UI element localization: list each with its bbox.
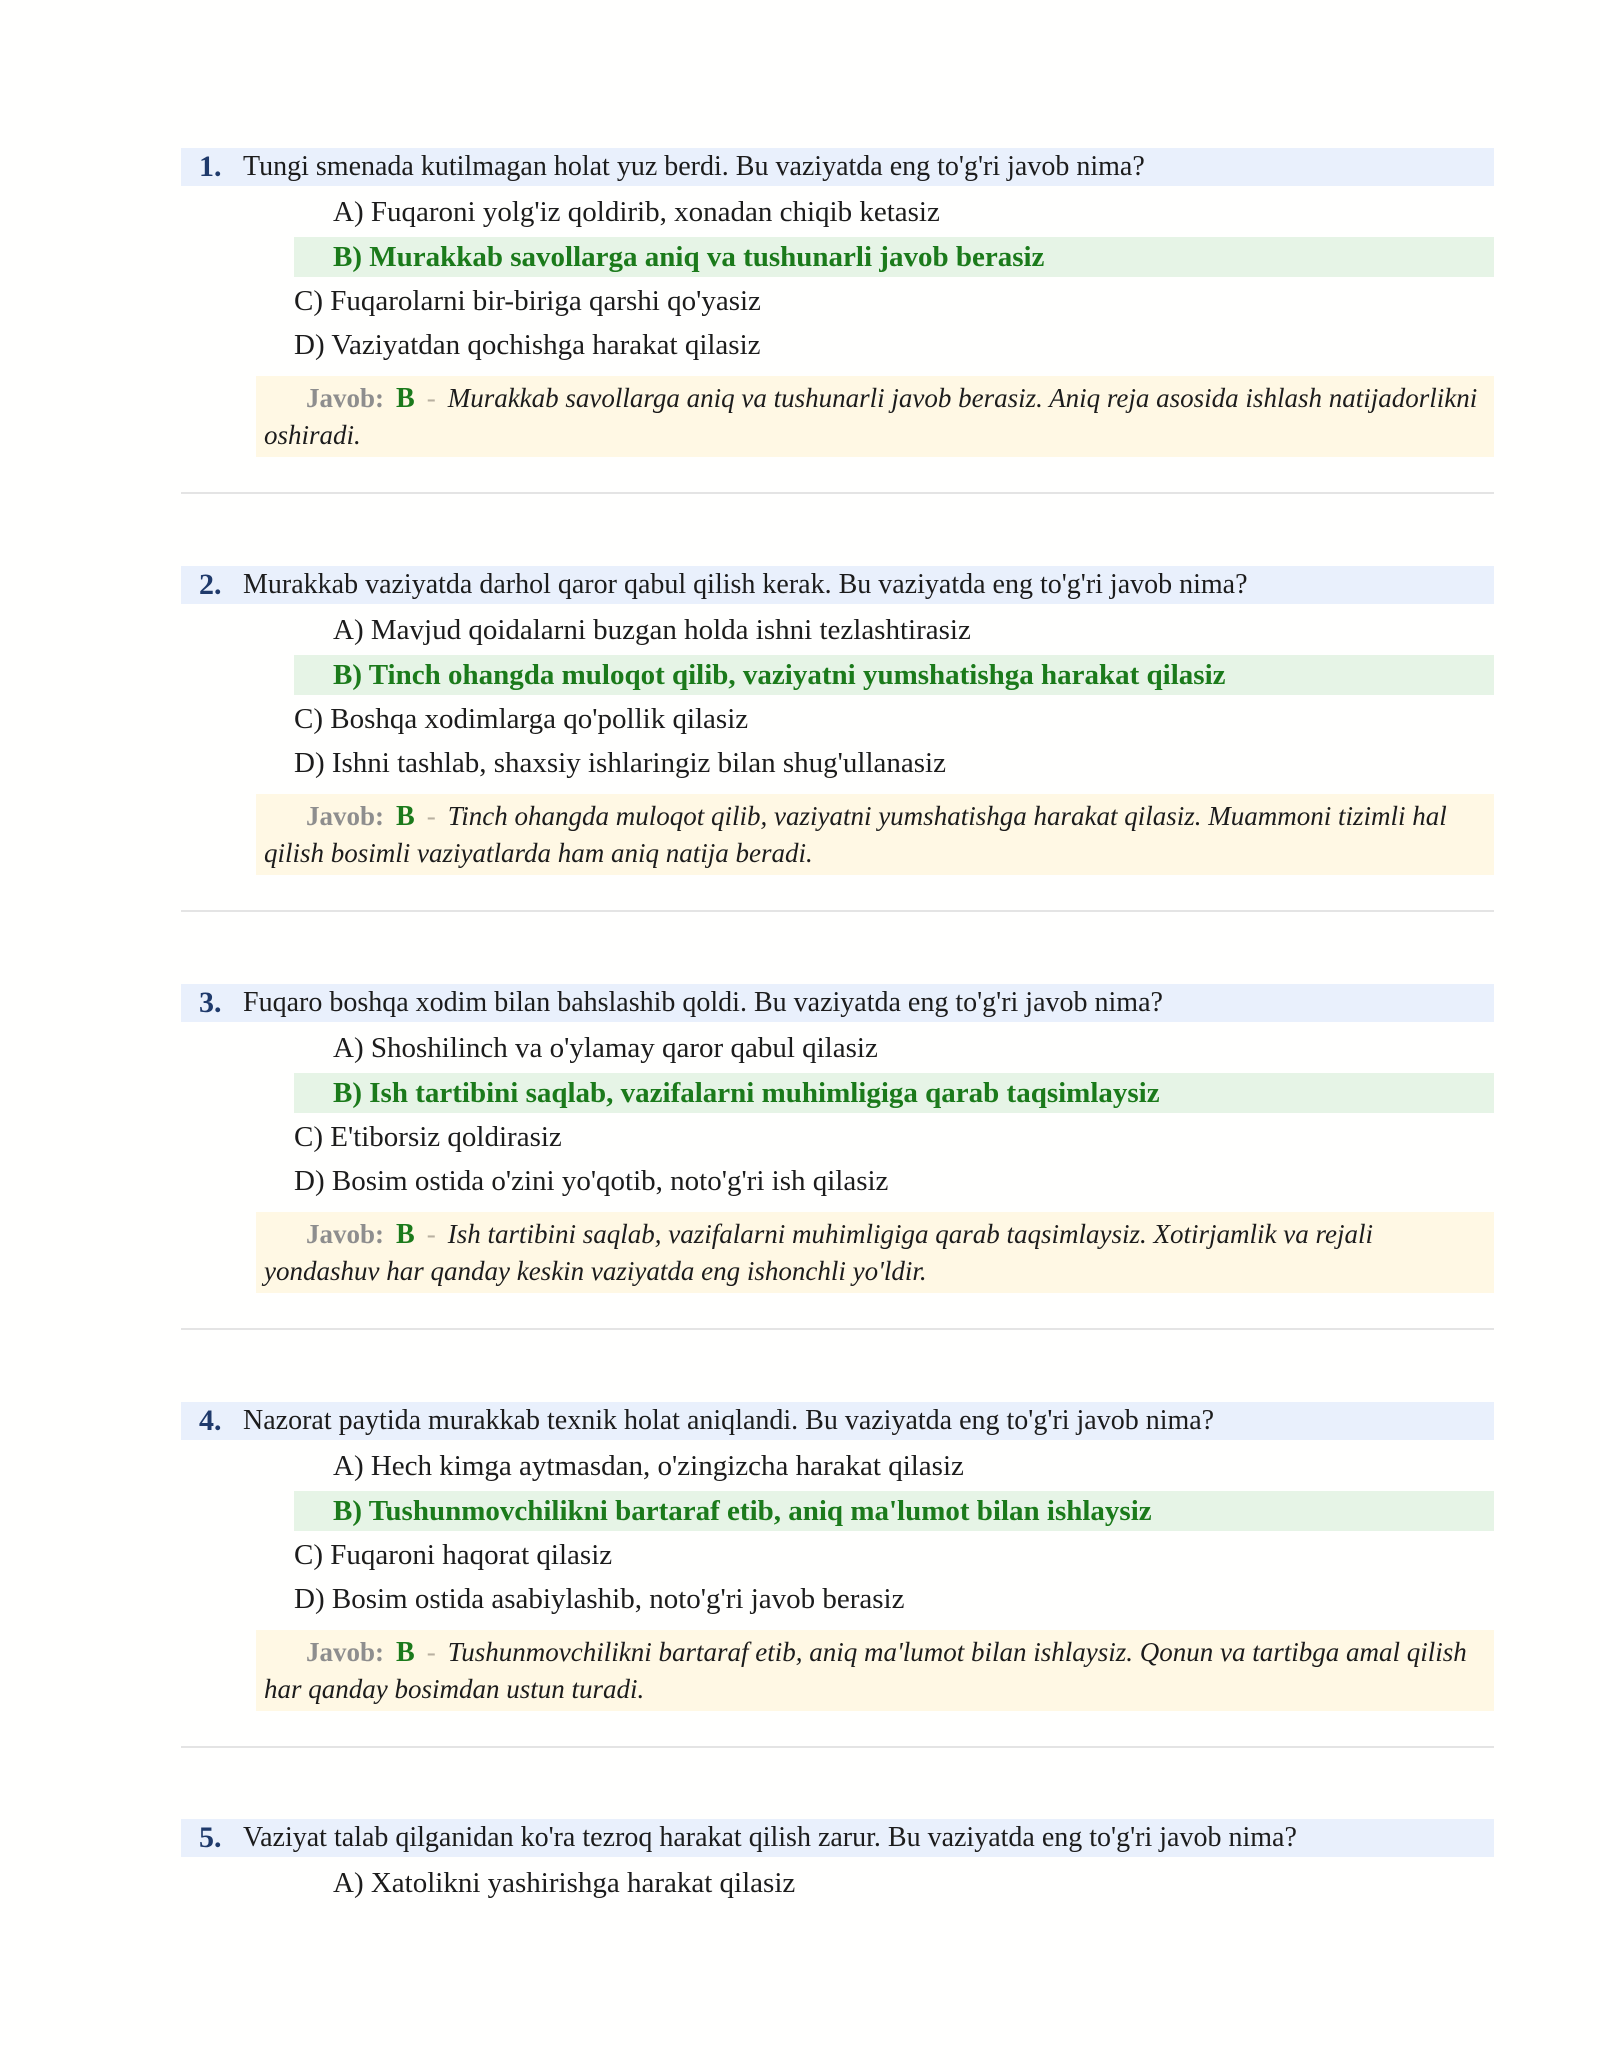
question-number: 4.: [199, 1404, 222, 1437]
divider: [181, 1746, 1494, 1748]
answer-letter: B: [396, 801, 415, 832]
question-header: [181, 148, 1494, 186]
option-c: C) Fuqaroni haqorat qilasiz: [294, 1539, 613, 1571]
question-header: [181, 984, 1494, 1022]
divider: [181, 910, 1494, 912]
option-c: C) E'tiborsiz qoldirasiz: [294, 1121, 562, 1153]
answer-box: [256, 376, 1494, 457]
question-number: 1.: [199, 150, 222, 183]
option-b-correct: B) Ish tartibini saqlab, vazifalarni muhimligiga qarab taqsimlaysiz: [294, 1073, 1494, 1113]
question-text: Nazorat paytida murakkab texnik holat aniqlandi. Bu vaziyatda eng to'g'ri javob nima?: [243, 1405, 1215, 1436]
option-d: D) Ishni tashlab, shaxsiy ishlaringiz bilan shug'ullanasiz: [294, 747, 946, 779]
question-number: 3.: [199, 986, 222, 1019]
question-header: [181, 566, 1494, 604]
option-c: C) Boshqa xodimlarga qo'pollik qilasiz: [294, 703, 749, 735]
answer-dash: -: [426, 1219, 436, 1249]
question-number: 5.: [199, 1821, 222, 1854]
question-text: Murakkab vaziyatda darhol qaror qabul qilish kerak. Bu vaziyatda eng to'g'ri javob nima?: [243, 569, 1248, 600]
answer-explanation: Tinch ohangda muloqot qilib, vaziyatni yumshatishga harakat qilasiz. Muammoni tizimli hal qilish bosimli vaziyatlarda ham aniq natija beradi.: [264, 801, 1447, 868]
question-header: [181, 1819, 1494, 1857]
option-d: D) Bosim ostida asabiylashib, noto'g'ri javob berasiz: [294, 1583, 905, 1615]
answer-explanation: Murakkab savollarga aniq va tushunarli javob berasiz. Aniq reja asosida ishlash natijadorlikni oshiradi.: [264, 383, 1478, 450]
question-header: [181, 1402, 1494, 1440]
option-d: D) Bosim ostida o'zini yo'qotib, noto'g'ri ish qilasiz: [294, 1165, 889, 1197]
answer-label: Javob:: [306, 1637, 385, 1667]
answer-letter: B: [396, 1219, 415, 1250]
option-b-correct: B) Tinch ohangda muloqot qilib, vaziyatni yumshatishga harakat qilasiz: [294, 655, 1494, 695]
question-text: Tungi smenada kutilmagan holat yuz berdi. Bu vaziyatda eng to'g'ri javob nima?: [243, 151, 1145, 182]
option-a: A) Fuqaroni yolg'iz qoldirib, xonadan chiqib ketasiz: [333, 196, 940, 228]
answer-dash: -: [426, 801, 436, 831]
question-text: Fuqaro boshqa xodim bilan bahslashib qoldi. Bu vaziyatda eng to'g'ri javob nima?: [243, 987, 1163, 1018]
answer-box: [256, 794, 1494, 875]
option-a: A) Mavjud qoidalarni buzgan holda ishni tezlashtirasiz: [333, 614, 971, 646]
answer-label: Javob:: [306, 801, 385, 831]
answer-label: Javob:: [306, 1219, 385, 1249]
option-b-correct: B) Tushunmovchilikni bartaraf etib, aniq ma'lumot bilan ishlaysiz: [294, 1491, 1494, 1531]
option-b-correct: B) Murakkab savollarga aniq va tushunarli javob berasiz: [294, 237, 1494, 277]
option-d: D) Vaziyatdan qochishga harakat qilasiz: [294, 329, 761, 361]
answer-letter: B: [396, 1637, 415, 1668]
option-a: A) Xatolikni yashirishga harakat qilasiz: [333, 1867, 796, 1899]
answer-explanation: Ish tartibini saqlab, vazifalarni muhimligiga qarab taqsimlaysiz. Xotirjamlik va rejali yondashuv har qanday keskin vaziyatda eng ishonchli yo'ldir.: [264, 1219, 1373, 1286]
answer-box: [256, 1630, 1494, 1711]
option-a: A) Hech kimga aytmasdan, o'zingizcha harakat qilasiz: [333, 1450, 964, 1482]
option-c: C) Fuqarolarni bir-biriga qarshi qo'yasiz: [294, 285, 761, 317]
option-a: A) Shoshilinch va o'ylamay qaror qabul qilasiz: [333, 1032, 878, 1064]
question-text: Vaziyat talab qilganidan ko'ra tezroq harakat qilish zarur. Bu vaziyatda eng to'g'ri javob nima?: [243, 1822, 1297, 1853]
divider: [181, 1328, 1494, 1330]
answer-label: Javob:: [306, 383, 385, 413]
answer-box: [256, 1212, 1494, 1293]
divider: [181, 492, 1494, 494]
question-number: 2.: [199, 568, 222, 601]
answer-dash: -: [426, 1637, 436, 1667]
answer-dash: -: [426, 383, 436, 413]
answer-letter: B: [396, 383, 415, 414]
answer-explanation: Tushunmovchilikni bartaraf etib, aniq ma'lumot bilan ishlaysiz. Qonun va tartibga amal qilish har qanday bosimdan ustun turadi.: [264, 1637, 1467, 1704]
